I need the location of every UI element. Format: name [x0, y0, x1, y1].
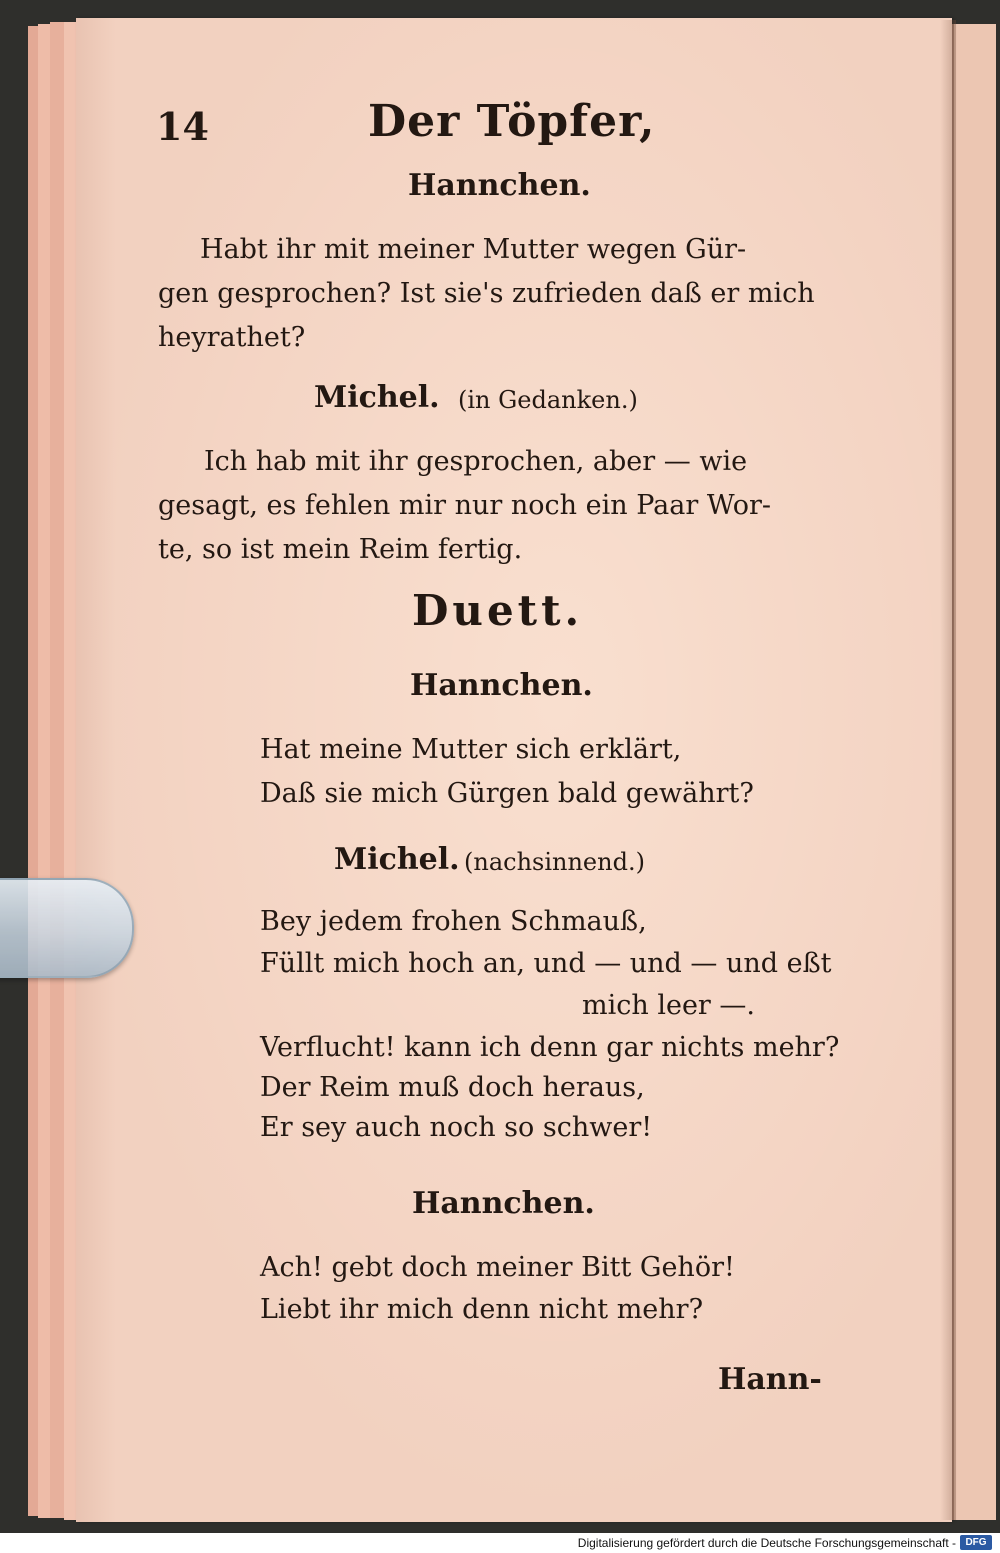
prose-line: Ich hab mit ihr gesprochen, aber — wie	[204, 446, 748, 477]
page-number: 14	[156, 104, 209, 149]
facing-page-sliver	[952, 24, 996, 1520]
speaker-label: Hannchen.	[408, 168, 591, 203]
speaker-label: Michel.	[334, 842, 460, 877]
verse-line: Ach! gebt doch meiner Bitt Gehör!	[260, 1252, 735, 1283]
section-title: Duett.	[412, 586, 584, 635]
prose-line: Habt ihr mit meiner Mutter wegen Gür-	[200, 234, 747, 265]
page-clip	[0, 878, 134, 978]
verse-line: Bey jedem frohen Schmauß,	[260, 906, 647, 937]
speaker-label: Hannchen.	[412, 1186, 595, 1221]
verse-line: Daß sie mich Gürgen bald gewährt?	[260, 778, 754, 809]
stage-direction: (in Gedanken.)	[458, 386, 638, 414]
speaker-label: Michel.	[314, 380, 440, 415]
page-edge	[50, 22, 65, 1518]
verse-line: Liebt ihr mich denn nicht mehr?	[260, 1294, 704, 1325]
speaker-label: Hannchen.	[410, 668, 593, 703]
verse-line: Verflucht! kann ich denn gar nichts mehr?	[260, 1032, 840, 1063]
running-head: Der Töpfer,	[368, 96, 656, 147]
verse-line: Hat meine Mutter sich erklärt,	[260, 734, 682, 765]
stage-direction: (nachsinnend.)	[464, 848, 645, 876]
prose-line: te, so ist mein Reim fertig.	[158, 534, 523, 565]
gutter-shadow	[940, 20, 956, 1520]
prose-line: heyrathet?	[158, 322, 306, 353]
verse-line: Füllt mich hoch an, und — und — und eßt	[260, 948, 832, 979]
verse-line: mich leer —.	[582, 990, 755, 1021]
verse-line: Er sey auch noch so schwer!	[260, 1112, 653, 1143]
verse-line: Der Reim muß doch heraus,	[260, 1072, 645, 1103]
dfg-logo: DFG	[960, 1535, 992, 1550]
prose-line: gesagt, es fehlen mir nur noch ein Paar Wor-	[158, 490, 772, 521]
funding-credit: Digitalisierung gefördert durch die Deutsche Forschungsgemeinschaft -	[577, 1536, 956, 1550]
prose-line: gen gesprochen? Ist sie's zufrieden daß er mich	[158, 278, 815, 309]
catchword: Hann-	[718, 1362, 822, 1397]
